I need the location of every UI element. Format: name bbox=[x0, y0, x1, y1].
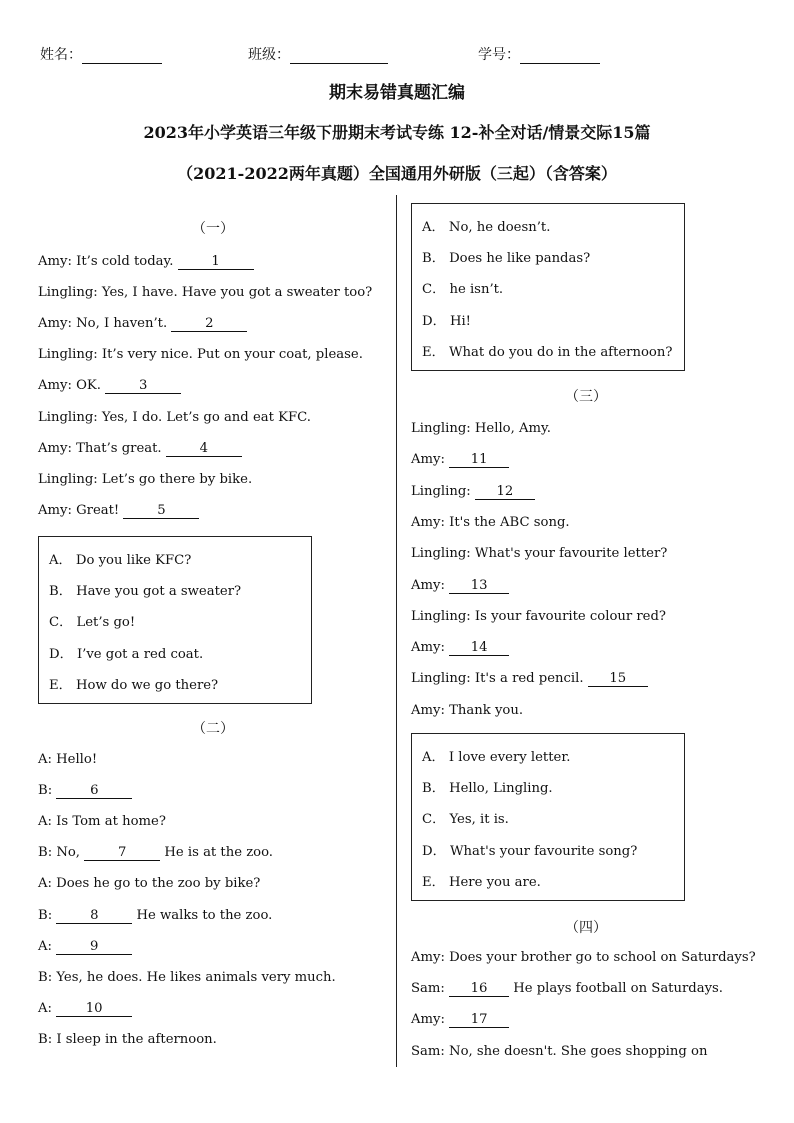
answer-blank[interactable]: 2 bbox=[171, 316, 247, 332]
dialog-line bbox=[38, 876, 260, 891]
dialog-line bbox=[38, 472, 252, 487]
options-box bbox=[38, 536, 312, 704]
dialog-text: Amy: bbox=[411, 577, 450, 593]
answer-blank[interactable]: 5 bbox=[123, 503, 199, 519]
dialog-text: He is at the zoo. bbox=[160, 845, 273, 861]
dialog-text: Lingling: Let’s go there by bike. bbox=[38, 471, 253, 487]
options-box bbox=[411, 203, 685, 371]
dialog-line bbox=[411, 452, 509, 468]
dialog-line bbox=[38, 1032, 217, 1047]
answer-blank[interactable]: 14 bbox=[449, 640, 509, 656]
dialog-line bbox=[38, 814, 166, 829]
answer-blank[interactable]: 6 bbox=[56, 783, 132, 799]
option-item: E． What do you do in the afternoon? bbox=[422, 344, 673, 360]
dialog-line bbox=[411, 421, 551, 436]
dialog-text: Amy: bbox=[411, 640, 450, 656]
answer-blank[interactable]: 7 bbox=[84, 845, 160, 861]
dialog-line bbox=[38, 845, 273, 861]
answer-blank[interactable]: 11 bbox=[449, 452, 509, 468]
doc-title: 期末易错真题汇编 bbox=[329, 83, 465, 103]
dialog-text: A: Is Tom at home? bbox=[38, 814, 166, 830]
column-divider bbox=[396, 195, 397, 1067]
dialog-text: Lingling: Hello, Amy. bbox=[411, 421, 551, 436]
dialog-line bbox=[38, 410, 311, 425]
options-box bbox=[411, 733, 685, 901]
option-item: A． I love every letter. bbox=[422, 750, 571, 765]
section-heading: （四） bbox=[565, 920, 607, 936]
dialog-line bbox=[411, 546, 667, 561]
dialog-line bbox=[38, 908, 272, 924]
section-heading: （一） bbox=[192, 221, 234, 237]
name-field[interactable] bbox=[40, 44, 162, 64]
option-item: B． Hello, Lingling. bbox=[422, 781, 553, 797]
option-item: B． Does he like pandas? bbox=[422, 251, 591, 267]
dialog-text: Amy: It's the ABC song. bbox=[411, 514, 570, 530]
number-field[interactable] bbox=[478, 44, 600, 64]
dialog-line bbox=[38, 378, 181, 394]
dialog-line bbox=[411, 578, 509, 594]
dialog-text: A: Hello! bbox=[38, 752, 98, 767]
dialog-line bbox=[38, 1001, 132, 1017]
answer-blank[interactable]: 1 bbox=[178, 254, 254, 270]
option-item: E． Here you are. bbox=[422, 874, 541, 890]
number-label: 学号： bbox=[478, 47, 520, 63]
option-item: E． How do we go there? bbox=[49, 677, 219, 693]
dialog-line bbox=[411, 703, 523, 718]
dialog-line bbox=[38, 347, 363, 362]
dialog-line bbox=[38, 939, 132, 955]
dialog-text: Amy: OK. bbox=[38, 378, 106, 394]
option-item: A． Do you like KFC? bbox=[49, 553, 192, 568]
number-blank[interactable] bbox=[520, 49, 600, 64]
dialog-text: Amy: Thank you. bbox=[411, 702, 524, 718]
name-label: 姓名： bbox=[40, 47, 82, 63]
student-info-header bbox=[40, 44, 760, 64]
dialog-text: B: bbox=[38, 907, 57, 923]
option-item: C． he isn’t. bbox=[422, 282, 504, 298]
answer-blank[interactable]: 12 bbox=[475, 484, 535, 500]
dialog-text: Lingling: bbox=[411, 483, 475, 499]
dialog-line bbox=[411, 981, 723, 997]
dialog-text: Lingling: What's your favourite letter? bbox=[411, 546, 668, 562]
answer-blank[interactable]: 9 bbox=[56, 939, 132, 955]
dialog-text: B: I sleep in the afternoon. bbox=[38, 1031, 217, 1047]
dialog-text: Lingling: It's a red pencil. bbox=[411, 671, 588, 687]
dialog-line bbox=[411, 671, 648, 687]
class-label: 班级： bbox=[248, 47, 290, 63]
dialog-line bbox=[411, 484, 535, 500]
option-item: C． Let’s go! bbox=[49, 615, 136, 631]
dialog-line bbox=[38, 285, 372, 300]
option-item: A． No, he doesn’t. bbox=[422, 220, 551, 235]
doc-subtitle-2: （2021-2022两年真题）全国通用外研版（三起）（含答案） bbox=[177, 164, 617, 183]
dialog-text: A: bbox=[38, 1000, 57, 1016]
right-column bbox=[411, 203, 761, 1073]
answer-blank[interactable]: 17 bbox=[449, 1012, 509, 1028]
dialog-line bbox=[411, 1012, 509, 1028]
dialog-line bbox=[38, 316, 247, 332]
dialog-text: A: Does he go to the zoo by bike? bbox=[38, 876, 261, 892]
dialog-text: Amy: That’s great. bbox=[38, 440, 166, 456]
dialog-text: Amy: No, I haven’t. bbox=[38, 316, 172, 332]
dialog-line bbox=[411, 515, 570, 530]
option-item: D． I’ve got a red coat. bbox=[49, 646, 204, 662]
option-item: B． Have you got a sweater? bbox=[49, 584, 242, 600]
dialog-line bbox=[411, 609, 666, 624]
answer-blank[interactable]: 3 bbox=[105, 378, 181, 394]
dialog-text: He plays football on Saturdays. bbox=[509, 981, 723, 997]
dialog-text: Amy: Great! bbox=[38, 502, 124, 518]
section-heading: （三） bbox=[565, 389, 607, 405]
dialog-text: Lingling: Is your favourite colour red? bbox=[411, 608, 666, 624]
dialog-line bbox=[38, 254, 254, 270]
dialog-text: Amy: Does your brother go to school on Saturdays? bbox=[411, 950, 756, 965]
dialog-line bbox=[411, 1044, 707, 1059]
answer-blank[interactable]: 13 bbox=[449, 578, 509, 594]
dialog-line bbox=[38, 441, 242, 457]
answer-blank[interactable]: 8 bbox=[56, 908, 132, 924]
class-blank[interactable] bbox=[290, 49, 388, 64]
answer-blank[interactable]: 15 bbox=[588, 671, 648, 687]
dialog-text: Lingling: Yes, I have. Have you got a sweater too? bbox=[38, 285, 373, 301]
dialog-text: Amy: It’s cold today. bbox=[38, 254, 178, 269]
dialog-line bbox=[38, 970, 336, 985]
dialog-text: B: bbox=[38, 783, 57, 799]
answer-blank[interactable]: 4 bbox=[166, 441, 242, 457]
answer-blank[interactable]: 10 bbox=[56, 1001, 132, 1017]
dialog-text: B: Yes, he does. He likes animals very much. bbox=[38, 969, 336, 985]
doc-subtitle: 2023年小学英语三年级下册期末考试专练 12-补全对话/情景交际15篇 bbox=[143, 123, 651, 142]
dialog-text: Sam: bbox=[411, 981, 450, 997]
section-heading: （二） bbox=[192, 721, 234, 737]
option-item: C． Yes, it is. bbox=[422, 812, 509, 828]
answer-blank[interactable]: 16 bbox=[449, 981, 509, 997]
dialog-text: Lingling: It’s very nice. Put on your coat, please. bbox=[38, 347, 363, 363]
dialog-text: He walks to the zoo. bbox=[132, 907, 273, 923]
dialog-line bbox=[411, 640, 509, 656]
dialog-text: Lingling: Yes, I do. Let’s go and eat KFC. bbox=[38, 409, 311, 425]
option-item: D． Hi! bbox=[422, 313, 471, 329]
left-column bbox=[38, 218, 383, 1068]
dialog-line bbox=[38, 752, 97, 767]
dialog-line bbox=[38, 503, 199, 519]
dialog-text: Sam: No, she doesn't. She goes shopping on bbox=[411, 1043, 708, 1059]
dialog-line bbox=[38, 783, 132, 799]
dialog-text: A: bbox=[38, 938, 57, 954]
dialog-text: Amy: bbox=[411, 1012, 450, 1028]
dialog-text: B: No, bbox=[38, 845, 85, 861]
option-item: D． What's your favourite song? bbox=[422, 843, 638, 859]
dialog-line bbox=[411, 950, 756, 965]
class-field[interactable] bbox=[248, 44, 388, 64]
dialog-text: Amy: bbox=[411, 452, 450, 468]
name-blank[interactable] bbox=[82, 49, 162, 64]
